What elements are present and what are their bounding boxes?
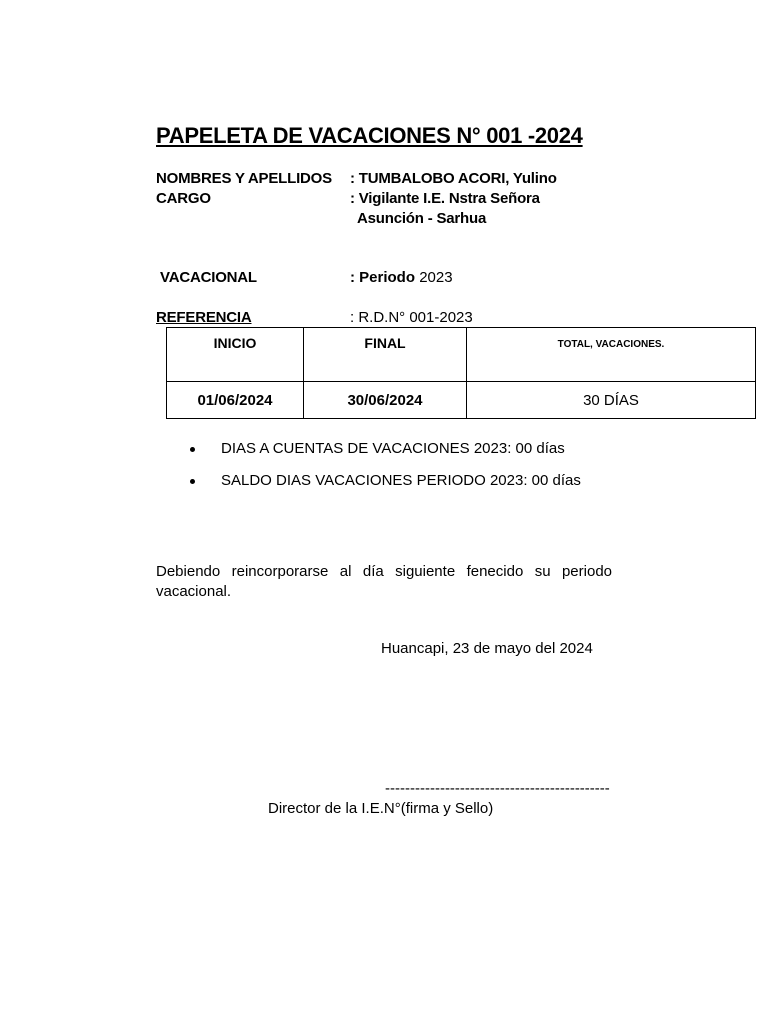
place-date: Huancapi, 23 de mayo del 2024 [381, 640, 593, 657]
table-row [167, 382, 756, 419]
paragraph-line1: Debiendo reincorporarse al día siguiente fenecido su periodo [156, 563, 612, 580]
nombres-label: NOMBRES Y APELLIDOS [156, 170, 332, 187]
vacacional-year: 2023 [419, 269, 453, 286]
signature-caption: Director de la I.E.N°(firma y Sello) [268, 800, 494, 817]
cargo-value-line1: : Vigilante I.E. Nstra Señora [350, 190, 540, 207]
header-total-vacaciones: TOTAL, VACACIONES. [467, 328, 756, 382]
vacacional-label: VACACIONAL [160, 269, 257, 286]
referencia-label: REFERENCIA [156, 309, 252, 326]
bullet-item: SALDO DIAS VACACIONES PERIODO 2023: 00 días [221, 472, 581, 489]
header-final: FINAL [304, 328, 467, 382]
table-header-row [167, 328, 756, 382]
bullet-dot-icon [190, 479, 195, 484]
cell-inicio: 01/06/2024 [167, 382, 304, 419]
vacation-table [166, 327, 756, 419]
referencia-value: : R.D.N° 001-2023 [350, 309, 473, 326]
vacacional-prefix: : Periodo [350, 269, 416, 286]
bullet-item: DIAS A CUENTAS DE VACACIONES 2023: 00 días [221, 440, 565, 457]
cargo-label: CARGO [156, 190, 211, 207]
cell-final: 30/06/2024 [304, 382, 467, 419]
body-paragraph [156, 562, 612, 602]
signature-line: --------------------------------------------- [385, 780, 610, 797]
header-inicio: INICIO [167, 328, 304, 382]
paragraph-line2: vacacional. [156, 583, 232, 600]
bullet-dot-icon [190, 447, 195, 452]
cell-total: 30 DÍAS [467, 382, 756, 419]
document-title: PAPELETA DE VACACIONES N° 001 -2024 [156, 123, 583, 148]
vacacional-value [350, 269, 453, 286]
nombres-value: : TUMBALOBO ACORI, Yulino [350, 170, 557, 187]
cargo-value-line2: Asunción - Sarhua [357, 210, 487, 227]
